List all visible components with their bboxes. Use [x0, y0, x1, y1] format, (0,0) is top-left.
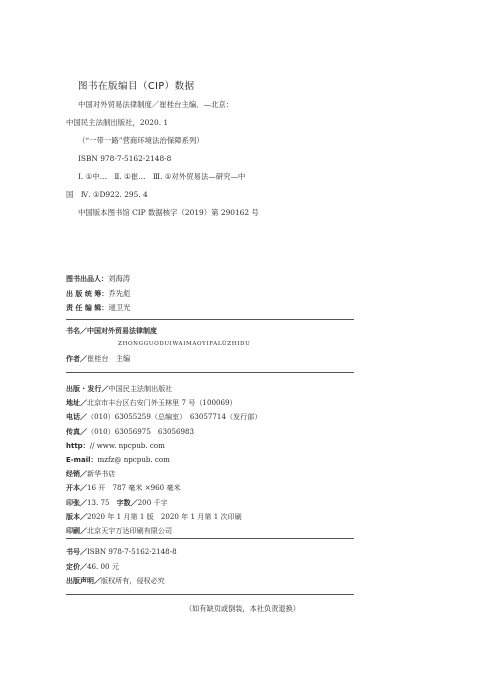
info-label: 定价／	[66, 562, 87, 571]
cip-line: Ⅰ. ①中… Ⅱ. ①崔… Ⅲ. ①对外贸易法—研究—中	[78, 172, 246, 181]
info-label: 印刷／	[66, 527, 87, 536]
cip-heading: 图书在版编目（CIP）数据	[78, 81, 195, 92]
format-line	[66, 481, 261, 495]
cip-line: 中国版本图书馆 CIP 数据核字（2019）第 290162 号	[78, 208, 259, 217]
info-value: 北京天宇万达印刷有限公司	[87, 526, 173, 536]
info-label: 书号／	[66, 548, 87, 556]
author-line	[66, 354, 130, 364]
divider	[66, 538, 354, 539]
cip-line: 中国对外贸易法律制度／崔桂台主编．—北京：	[78, 100, 234, 109]
book-title-line	[66, 326, 157, 336]
staff-label: 责 任 编 辑：	[66, 304, 109, 312]
info-value: 200 千字	[137, 497, 168, 507]
info-label: 出版 · 发行／	[66, 385, 109, 393]
divider	[66, 594, 354, 595]
info-label: 开本／	[66, 484, 87, 493]
info-value: 版权所有，侵权必究	[101, 576, 165, 585]
staff-value: 乔先彪	[108, 288, 131, 298]
distributor-line	[66, 467, 261, 481]
staff-line	[66, 287, 131, 302]
email-link[interactable]: mzfz@ npcpub. com	[97, 455, 170, 465]
publisher-line	[66, 382, 261, 396]
printer-line	[66, 524, 261, 538]
sheets-words-line	[66, 496, 261, 510]
cip-data-block	[66, 96, 406, 222]
info-value: 16 开 787 毫米 ×960 毫米	[87, 483, 181, 493]
info-label: 传真／	[66, 427, 87, 436]
staff-line	[66, 301, 131, 316]
phone-line	[66, 410, 261, 424]
info-value: （010）63055259（总编室） 63057714（发行部）	[87, 412, 262, 422]
staff-value: 刘海涛	[108, 274, 131, 283]
info-label: 电话／	[66, 413, 87, 422]
author: 崔桂台 主编	[87, 354, 131, 363]
info-label: 印张／	[66, 498, 87, 507]
info-label: 地址／	[66, 399, 87, 408]
isbn-line	[66, 545, 177, 560]
author-label: 作者／	[66, 355, 87, 363]
fax-line	[66, 425, 261, 439]
info-value: ISBN 978-7-5162-2148-8	[87, 547, 177, 556]
website-line	[66, 439, 261, 453]
info-label: 字数／	[116, 498, 138, 507]
cip-line: （“一带一路”营商环境法治保障系列）	[78, 136, 204, 145]
staff-label: 出 版 统 筹：	[66, 289, 109, 298]
staff-credits	[66, 272, 131, 316]
email-line	[66, 453, 261, 467]
info-value: 46. 00 元	[87, 561, 119, 571]
price-line	[66, 560, 177, 575]
info-value: 新华书店	[87, 469, 116, 479]
rights-line	[66, 574, 177, 589]
return-policy-note: （如有缺页或倒装，本社负责退换）	[184, 604, 300, 613]
info-label: 版本／	[66, 512, 87, 521]
publisher-info	[66, 382, 261, 538]
divider	[66, 372, 354, 373]
cip-line: ISBN 978-7-5162-2148-8	[78, 154, 172, 163]
info-label: 经销／	[66, 470, 87, 479]
book-title-pinyin: ZHONGGUODUIWAIMAOYIFALÜZHIDU	[118, 341, 251, 347]
staff-value: 逯卫光	[108, 303, 131, 312]
staff-label: 图书出品人：	[66, 275, 108, 283]
info-label: E-mail：	[66, 456, 98, 465]
info-label: 出版声明／	[66, 577, 101, 585]
info-value: 中国民主法制出版社	[108, 384, 173, 393]
book-title: 中国对外贸易法律制度	[87, 327, 157, 335]
info-value: 13. 75	[87, 497, 117, 507]
address-line	[66, 396, 261, 410]
staff-line	[66, 272, 131, 287]
book-title-label: 书名／	[66, 327, 87, 335]
edition-line	[66, 510, 261, 524]
website-link[interactable]: // www. npcpub. com	[89, 440, 165, 450]
divider	[66, 319, 354, 320]
info-value: 北京市丰台区右安门外玉林里 7 号（100069）	[87, 398, 237, 408]
cip-line: 中国民主法制出版社，2020. 1	[66, 118, 169, 127]
info-value: 2020 年 1 月第 1 版 2020 年 1 月第 1 次印刷	[87, 511, 242, 521]
identifier-info	[66, 545, 177, 589]
info-value: （010）63056975 63056983	[87, 426, 195, 436]
info-label: http：	[66, 441, 90, 450]
cip-line: 国 Ⅳ. ①D922. 295. 4	[66, 190, 148, 199]
